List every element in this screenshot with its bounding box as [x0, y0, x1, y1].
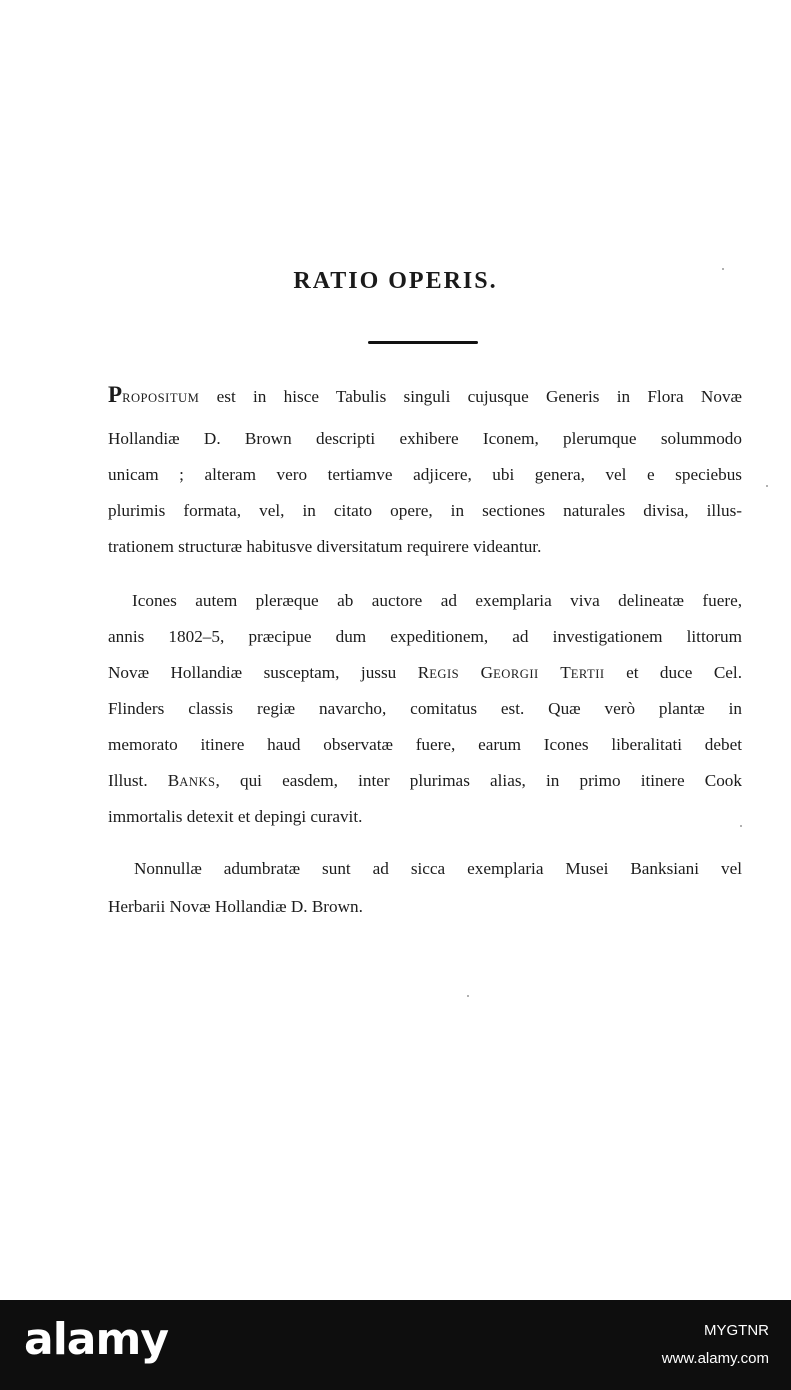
paragraph-2-line-6: [108, 771, 742, 792]
paragraph-1-line-1: [108, 382, 742, 408]
smallcaps-initial: G: [480, 663, 494, 682]
paragraph-2-line-3: [108, 663, 742, 684]
paragraph-2-line-7: immortalis detexit et depingi curavit.: [108, 807, 363, 826]
text-run: Novæ Hollandiæ susceptam, jussu: [108, 663, 418, 682]
smallcaps-word: ANKS: [179, 775, 216, 789]
paragraph-2-line-2: annis 1802–5, præcipue dum expeditionem, ad investigationem littorum: [108, 627, 742, 646]
paragraph-3-line-2: Herbarii Novæ Hollandiæ D. Brown.: [108, 897, 363, 916]
paragraph-1-line-3: unicam ; alteram vero tertiamve adjicere, ubi genera, vel e speciebus: [108, 465, 742, 484]
paragraph-2-line-4: Flinders classis regiæ navarcho, comitatus est. Quæ verò plantæ in: [108, 699, 742, 718]
paragraph-3-line-1: Nonnullæ adumbratæ sunt ad sicca exemplaria Musei Banksiani vel: [134, 859, 742, 878]
paper-speck: [766, 485, 768, 487]
paragraph-2-line-1: Icones autem pleræque ab auctore ad exemplaria viva delineatæ fuere,: [132, 591, 742, 610]
paper-speck: [740, 825, 742, 827]
drop-cap: P: [108, 382, 123, 407]
watermark-banner: [0, 1300, 791, 1390]
paragraph-1-line-2: Hollandiæ D. Brown descripti exhibere Iconem, plerumque solummodo: [108, 429, 742, 448]
paragraph-1-line-5: trationem structuræ habitusve diversitatum requirere videantur.: [108, 537, 542, 556]
watermark-stock-id: MYGTNR: [704, 1322, 769, 1339]
smallcaps-word: ERTII: [570, 667, 605, 681]
paragraph-1-line-4: plurimis formata, vel, in citato opere, in sectiones naturales divisa, illus-: [108, 501, 742, 520]
smallcaps-word: EORGII: [493, 667, 539, 681]
smallcaps-initial: B: [167, 771, 180, 790]
smallcaps-word: EGIS: [429, 667, 460, 681]
text-run: et duce Cel.: [604, 663, 742, 682]
smallcaps-initial: R: [417, 663, 430, 682]
text-run: est in hisce Tabulis singuli cujusque Generis in Flora Novæ: [199, 387, 742, 406]
watermark-logo: alamy: [24, 1314, 168, 1365]
paragraph-2-line-5: memorato itinere haud observatæ fuere, earum Icones liberalitati debet: [108, 735, 742, 754]
smallcaps-initial: T: [560, 663, 571, 682]
text-run: Illust.: [108, 771, 168, 790]
paper-speck: [467, 995, 469, 997]
title-divider: [368, 341, 478, 344]
smallcaps-word: ROPOSITUM: [122, 391, 200, 405]
page-title: RATIO OPERIS.: [293, 268, 498, 294]
paper-speck: [722, 268, 724, 270]
watermark-site: www.alamy.com: [661, 1350, 769, 1367]
text-run: , qui easdem, inter plurimas alias, in primo itinere Cook: [215, 771, 742, 790]
